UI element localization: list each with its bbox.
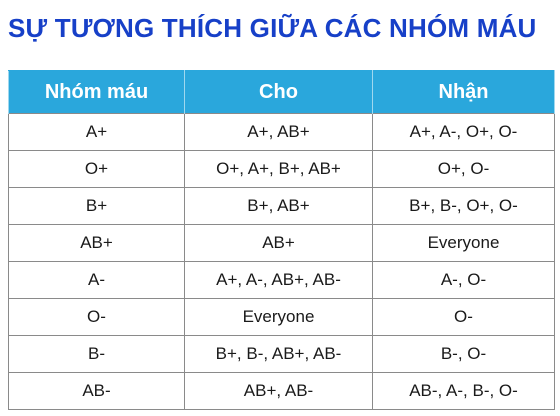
cell-receive: AB-, A-, B-, O- xyxy=(373,373,555,410)
table-header-row xyxy=(9,71,555,114)
cell-receive: O- xyxy=(373,299,555,336)
cell-blood-type: AB+ xyxy=(9,225,185,262)
cell-blood-type: B- xyxy=(9,336,185,373)
table-row xyxy=(9,151,555,188)
table-row xyxy=(9,188,555,225)
cell-receive: B+, B-, O+, O- xyxy=(373,188,555,225)
cell-receive: O+, O- xyxy=(373,151,555,188)
header-blood-type: Nhóm máu xyxy=(9,71,185,114)
table-row xyxy=(9,114,555,151)
cell-give: AB+ xyxy=(185,225,373,262)
table-row xyxy=(9,225,555,262)
cell-blood-type: AB- xyxy=(9,373,185,410)
table-row xyxy=(9,262,555,299)
cell-receive: A-, O- xyxy=(373,262,555,299)
cell-give: B+, B-, AB+, AB- xyxy=(185,336,373,373)
table-row xyxy=(9,336,555,373)
cell-blood-type: B+ xyxy=(9,188,185,225)
header-receive: Nhận xyxy=(373,71,555,114)
cell-give: Everyone xyxy=(185,299,373,336)
header-give: Cho xyxy=(185,71,373,114)
cell-give: AB+, AB- xyxy=(185,373,373,410)
cell-blood-type: O+ xyxy=(9,151,185,188)
page-title: SỰ TƯƠNG THÍCH GIỮA CÁC NHÓM MÁU xyxy=(8,13,537,43)
cell-blood-type: A+ xyxy=(9,114,185,151)
blood-compatibility-table xyxy=(8,70,554,410)
table-row xyxy=(9,373,555,410)
cell-blood-type: O- xyxy=(9,299,185,336)
cell-receive: Everyone xyxy=(373,225,555,262)
table-row xyxy=(9,299,555,336)
compatibility-table xyxy=(8,70,555,410)
cell-blood-type: A- xyxy=(9,262,185,299)
cell-give: A+, A-, AB+, AB- xyxy=(185,262,373,299)
cell-give: O+, A+, B+, AB+ xyxy=(185,151,373,188)
cell-receive: A+, A-, O+, O- xyxy=(373,114,555,151)
cell-receive: B-, O- xyxy=(373,336,555,373)
cell-give: B+, AB+ xyxy=(185,188,373,225)
cell-give: A+, AB+ xyxy=(185,114,373,151)
